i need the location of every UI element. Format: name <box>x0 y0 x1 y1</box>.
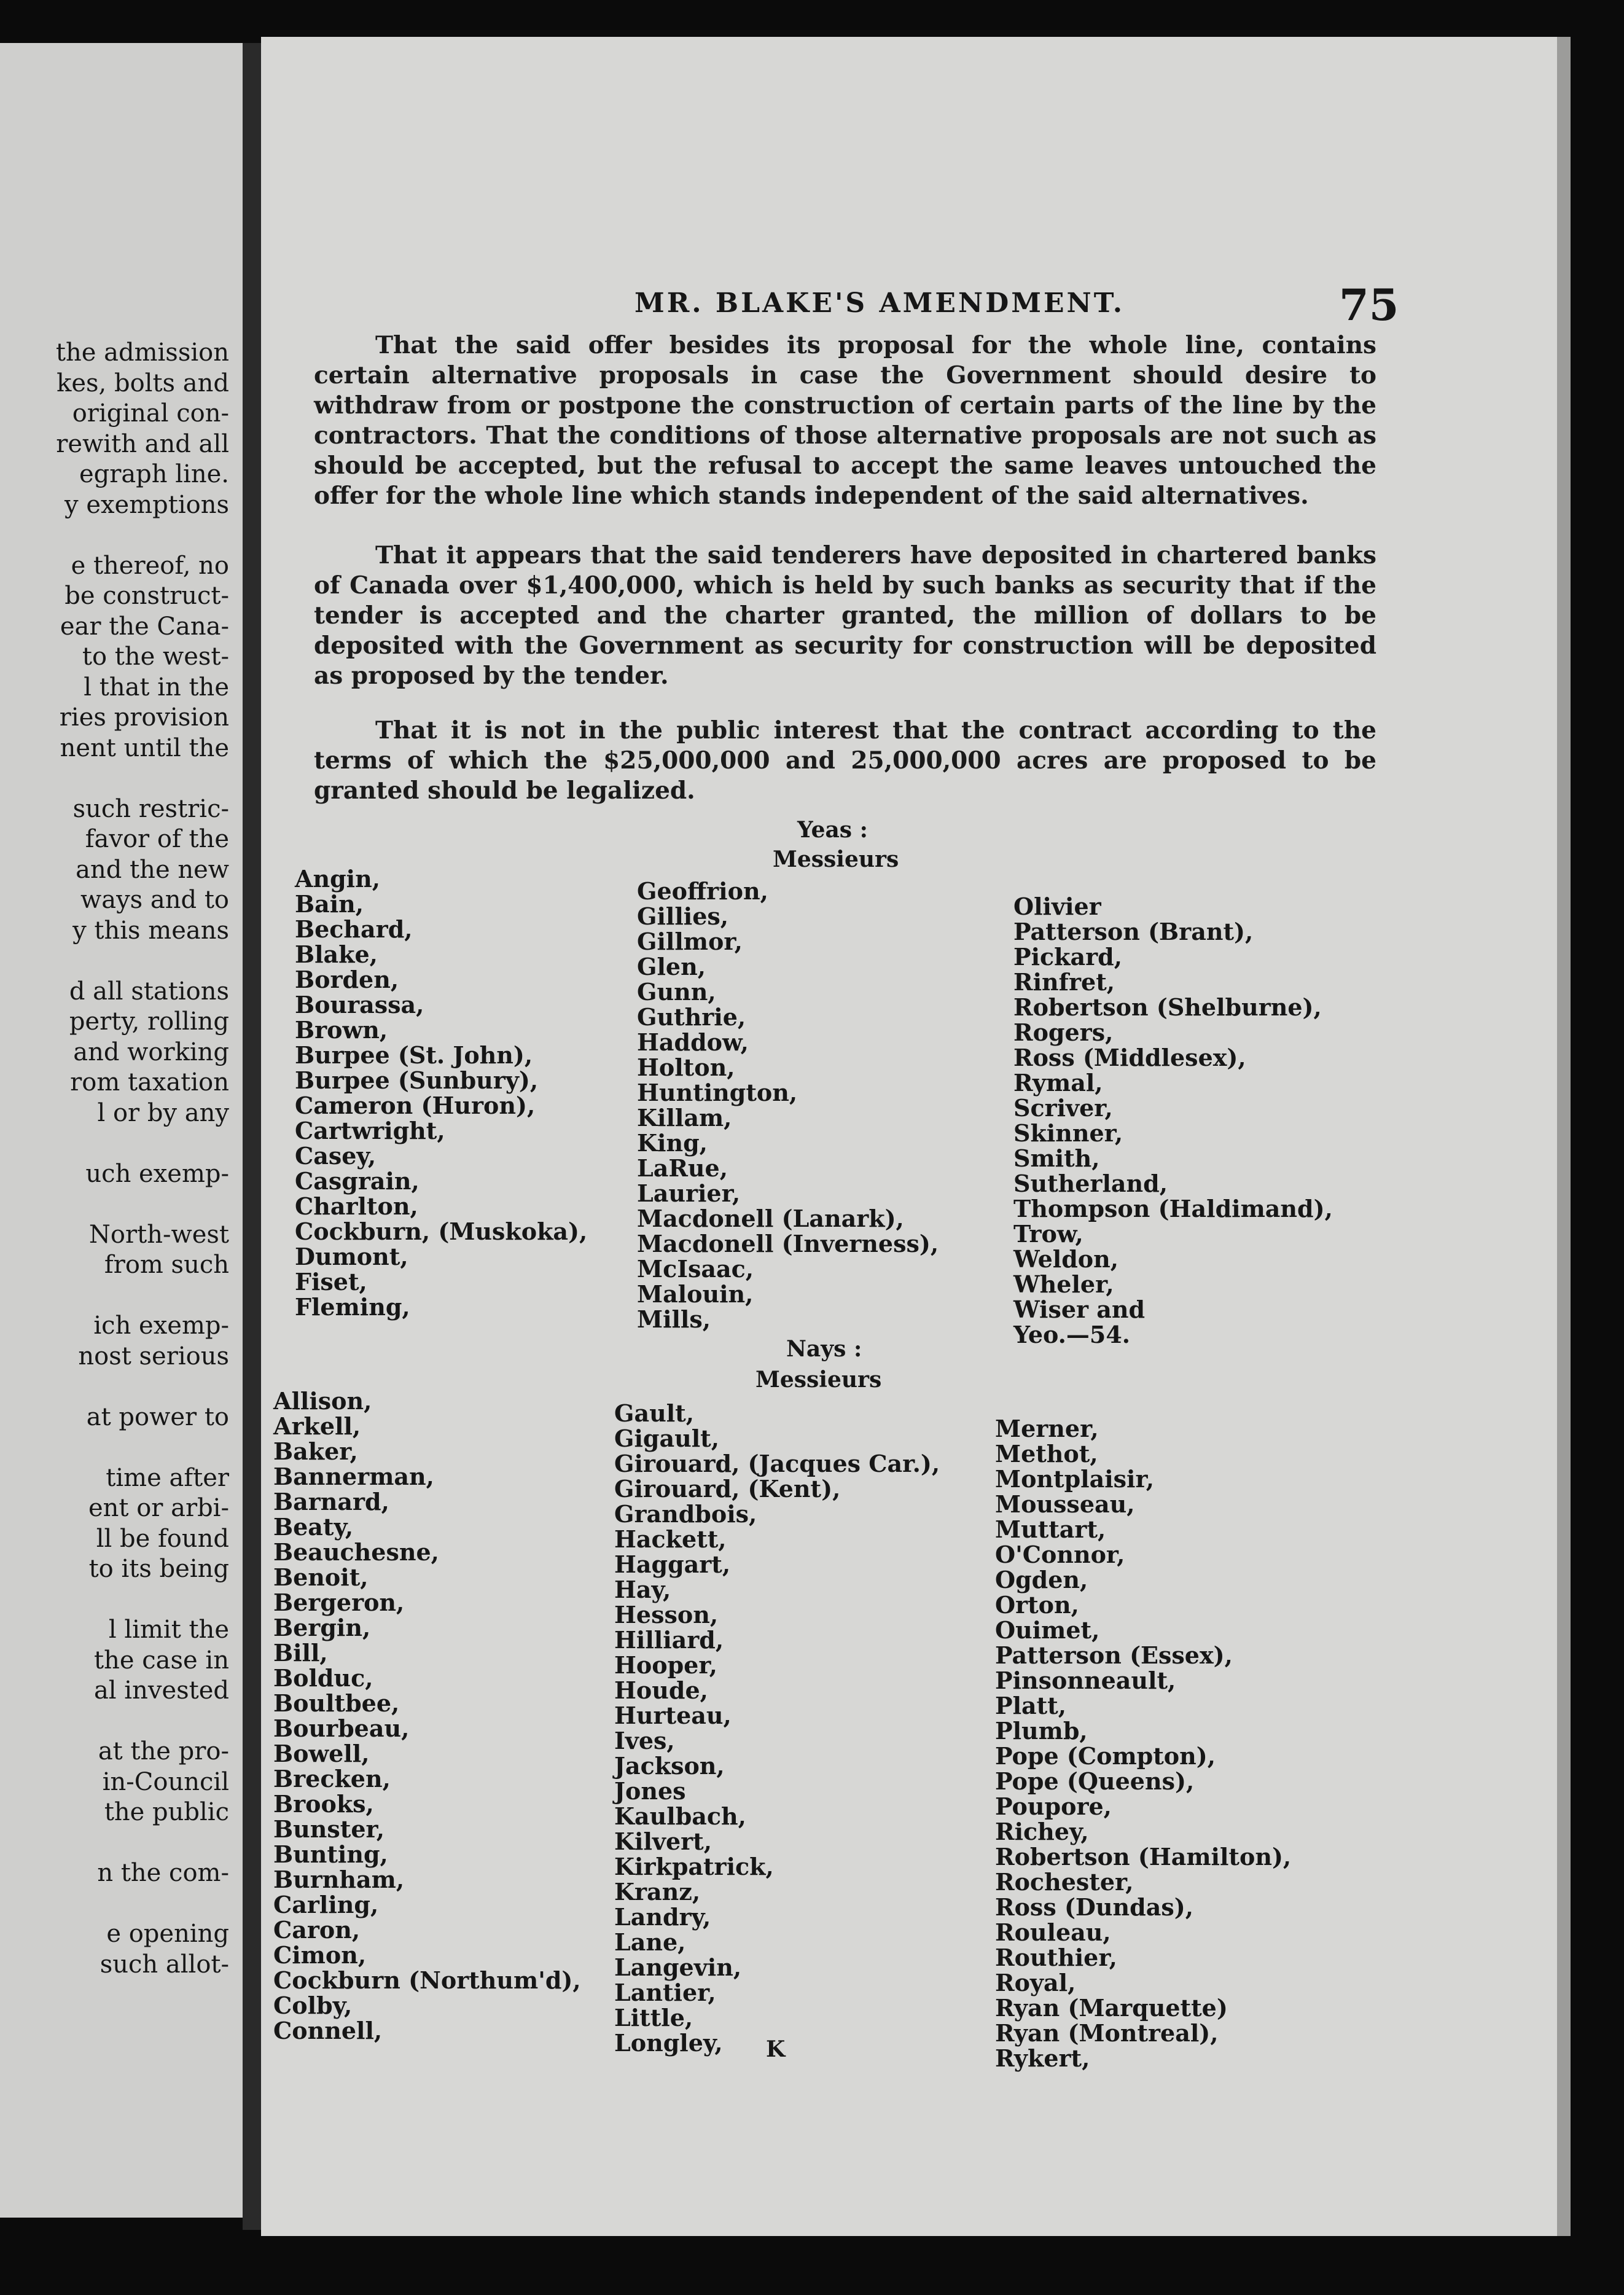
left-page-line: nost serious <box>78 1342 229 1370</box>
left-page-line: rewith and all <box>56 429 229 458</box>
page-number: 75 <box>1339 280 1399 330</box>
member-name: Bergeron, <box>273 1589 405 1616</box>
left-page-line: time after <box>106 1463 229 1492</box>
member-name: Hackett, <box>614 1525 727 1553</box>
yeas-column-1 <box>295 866 587 1320</box>
member-name: Robertson (Hamilton), <box>995 1843 1292 1871</box>
paragraph-alternatives: That the said offer besides its proposal for the whole line, contains certain alternative proposals in case the Government should desire to withdraw from or postpone the construction of certain parts of the line by the contractors. That the conditions of those alternative proposals are not such as should be accepted, but the refusal to accept the same leaves untouched the offer for the whole line which stands independent of the said alternatives. <box>314 331 1376 510</box>
member-name: Grandbois, <box>614 1500 757 1528</box>
member-name: Boultbee, <box>273 1689 400 1717</box>
left-page-line: ear the Cana- <box>60 612 229 641</box>
member-name: Colby, <box>273 1992 353 2019</box>
member-name: Kirkpatrick, <box>614 1853 774 1880</box>
member-name: Cockburn (Northum'd), <box>273 1966 581 1994</box>
member-name: Haddow, <box>637 1028 749 1056</box>
member-name: Kranz, <box>614 1878 701 1906</box>
member-name: Connell, <box>273 2017 383 2044</box>
member-name: Cimon, <box>273 1941 367 1969</box>
member-name: Trow, <box>1013 1220 1083 1248</box>
member-name: Pope (Queens), <box>995 1767 1195 1795</box>
member-name: Dumont, <box>295 1243 408 1270</box>
left-page-line: be construct- <box>64 582 229 610</box>
left-page-line: such allot- <box>100 1950 229 1979</box>
member-name: Kilvert, <box>614 1828 712 1855</box>
member-name: Richey, <box>995 1818 1089 1845</box>
left-page-line: egraph line. <box>79 460 229 488</box>
member-name: Macdonell (Inverness), <box>637 1230 939 1257</box>
member-name: Caron, <box>273 1916 361 1944</box>
member-name: Beaty, <box>273 1513 354 1541</box>
member-name: Bowell, <box>273 1740 370 1767</box>
member-name: Casey, <box>295 1142 377 1170</box>
member-name: Casgrain, <box>295 1167 420 1195</box>
member-name: Plumb, <box>995 1717 1088 1745</box>
left-page-line: ent or arbi- <box>88 1494 229 1522</box>
member-name: Gault, <box>614 1399 694 1427</box>
member-name: Ross (Dundas), <box>995 1893 1193 1921</box>
left-facing-page <box>0 43 246 2218</box>
member-name: Robertson (Shelburne), <box>1013 993 1322 1021</box>
member-name: Burnham, <box>273 1866 405 1893</box>
member-name: Bain, <box>295 890 364 918</box>
member-name: Smith, <box>1013 1144 1100 1172</box>
member-name: Mills, <box>637 1305 711 1333</box>
member-name: Thompson (Haldimand), <box>1013 1195 1333 1222</box>
left-page-line: favor of the <box>85 825 229 853</box>
member-name: Hilliard, <box>614 1626 724 1654</box>
member-name: Brooks, <box>273 1790 374 1818</box>
member-name: Kaulbach, <box>614 1802 746 1830</box>
member-name: Wiser and <box>1013 1296 1146 1323</box>
member-name: Haggart, <box>614 1550 731 1578</box>
member-name: Rouleau, <box>995 1918 1111 1946</box>
left-page-line: North-west <box>88 1220 229 1249</box>
member-name: Ogden, <box>995 1566 1088 1593</box>
member-name: Burpee (Sunbury), <box>295 1066 539 1094</box>
left-page-line: such restric- <box>72 794 229 823</box>
member-name: Ross (Middlesex), <box>1013 1044 1246 1071</box>
member-name: Cameron (Huron), <box>295 1092 536 1119</box>
left-page-line: perty, rolling <box>69 1007 229 1036</box>
member-name: Yeo.—54. <box>1013 1321 1131 1348</box>
member-name: Poupore, <box>995 1793 1112 1820</box>
member-name: Montplaisir, <box>995 1465 1154 1493</box>
member-name: Hay, <box>614 1576 671 1603</box>
member-name: Huntington, <box>637 1079 798 1106</box>
member-name: Brecken, <box>273 1765 391 1793</box>
left-page-line: uch exemp- <box>85 1159 229 1188</box>
member-name: Gillies, <box>637 902 728 930</box>
member-name: Arkell, <box>273 1412 361 1440</box>
left-page-line: n the com- <box>97 1859 229 1887</box>
member-name: Merner, <box>995 1415 1099 1442</box>
left-page-line: ries provision <box>59 703 229 732</box>
member-name: Burpee (St. John), <box>295 1041 533 1069</box>
member-name: Bechard, <box>295 915 413 943</box>
member-name: Geoffrion, <box>637 877 768 905</box>
member-name: McIsaac, <box>637 1255 754 1283</box>
member-name: Olivier <box>1013 893 1101 920</box>
member-name: Hurteau, <box>614 1702 732 1729</box>
left-page-line: original con- <box>72 399 229 428</box>
member-name: Bunting, <box>273 1840 388 1868</box>
member-name: Patterson (Brant), <box>1013 918 1254 945</box>
member-name: Patterson (Essex), <box>995 1641 1233 1669</box>
member-name: LaRue, <box>637 1154 728 1182</box>
member-name: Rymal, <box>1013 1069 1103 1097</box>
member-name: Holton, <box>637 1054 735 1081</box>
member-name: Macdonell (Lanark), <box>637 1205 904 1232</box>
nays-column-2 <box>614 1401 940 2055</box>
member-name: Bourassa, <box>295 991 424 1018</box>
member-name: Beauchesne, <box>273 1538 439 1566</box>
member-name: Landry, <box>614 1903 711 1931</box>
member-name: Rochester, <box>995 1868 1134 1896</box>
left-page-line: l limit the <box>108 1616 229 1644</box>
member-name: Gillmor, <box>637 928 743 955</box>
member-name: Baker, <box>273 1437 358 1465</box>
signature-mark: K <box>766 2036 786 2062</box>
member-name: Bunster, <box>273 1815 385 1843</box>
page-edge <box>1557 37 1571 2236</box>
member-name: Lane, <box>614 1928 686 1956</box>
member-name: King, <box>637 1129 708 1157</box>
member-name: Langevin, <box>614 1953 742 1981</box>
nays-column-3 <box>995 1416 1291 2071</box>
member-name: Wheler, <box>1013 1270 1114 1298</box>
member-name: Houde, <box>614 1676 708 1704</box>
member-name: Platt, <box>995 1692 1066 1719</box>
left-page-line: rom taxation <box>70 1068 229 1097</box>
member-name: Gunn, <box>637 978 716 1006</box>
member-name: Killam, <box>637 1104 732 1132</box>
member-name: Malouin, <box>637 1280 754 1308</box>
member-name: Rogers, <box>1013 1018 1114 1046</box>
left-page-line: the admission <box>55 338 229 367</box>
member-name: Little, <box>614 2004 693 2031</box>
member-name: Gigault, <box>614 1425 719 1452</box>
member-name: Blake, <box>295 940 378 968</box>
left-page-line: d all stations <box>69 977 229 1006</box>
left-page-line: and the new <box>76 855 229 884</box>
member-name: Carling, <box>273 1891 379 1918</box>
member-name: Bergin, <box>273 1614 371 1641</box>
member-name: Royal, <box>995 1969 1076 1996</box>
member-name: Ouimet, <box>995 1616 1100 1644</box>
member-name: Hesson, <box>614 1601 719 1628</box>
member-name: Pinsonneault, <box>995 1667 1176 1694</box>
member-name: Laurier, <box>637 1179 741 1207</box>
member-name: Brown, <box>295 1016 388 1044</box>
left-page-line: l that in the <box>84 673 229 702</box>
left-page-line: ich exemp- <box>93 1312 229 1340</box>
member-name: Girouard, (Jacques Car.), <box>614 1450 940 1477</box>
member-name: Angin, <box>295 865 380 893</box>
member-name: Guthrie, <box>637 1003 746 1031</box>
nays-column-1 <box>273 1388 581 2043</box>
member-name: Cockburn, (Muskoka), <box>295 1218 588 1245</box>
member-name: Fiset, <box>295 1268 367 1296</box>
member-name: Girouard, (Kent), <box>614 1475 841 1503</box>
paragraph-public-interest: That it is not in the public interest that the contract according to the terms of which the $25,000,000 and 25,000,000 acres are proposed to be granted should be legalized. <box>314 716 1376 805</box>
left-page-line: the case in <box>94 1646 229 1675</box>
member-name: Bolduc, <box>273 1664 373 1692</box>
left-page-line: nent until the <box>60 733 229 762</box>
left-page-line: l or by any <box>97 1098 229 1127</box>
paragraph-deposit: That it appears that the said tenderers have deposited in chartered banks of Canada over $1,400,000, which is held by such banks as security that if the tender is accepted and the charter granted, the million of dollars to be deposited with the Government as security for construction will be deposited as proposed by the tender. <box>314 541 1376 690</box>
member-name: Glen, <box>637 953 706 980</box>
left-page-line: from such <box>104 1251 229 1279</box>
member-name: Barnard, <box>273 1488 389 1515</box>
left-page-line: e opening <box>106 1920 229 1948</box>
member-name: Sutherland, <box>1013 1170 1168 1197</box>
left-page-line: at the pro- <box>98 1737 229 1765</box>
member-name: Pope (Compton), <box>995 1742 1216 1770</box>
left-page-line: ways and to <box>80 886 229 914</box>
member-name: Jones <box>614 1777 686 1805</box>
member-name: Borden, <box>295 966 399 993</box>
member-name: Lantier, <box>614 1979 716 2006</box>
member-name: Methot, <box>995 1440 1098 1468</box>
member-name: Orton, <box>995 1591 1079 1619</box>
member-name: Bourbeau, <box>273 1714 410 1742</box>
yeas-column-2 <box>637 878 939 1332</box>
left-page-line: and working <box>73 1038 229 1066</box>
member-name: Benoit, <box>273 1563 369 1591</box>
right-page <box>261 37 1557 2236</box>
member-name: Cartwright, <box>295 1117 445 1144</box>
left-page-line: y this means <box>72 916 229 945</box>
member-name: Charlton, <box>295 1192 418 1220</box>
member-name: Scriver, <box>1013 1094 1113 1122</box>
member-name: Ives, <box>614 1727 675 1754</box>
left-page-line: ll be found <box>96 1524 229 1553</box>
member-name: Routhier, <box>995 1944 1117 1971</box>
yeas-heading: Yeas : <box>797 817 868 843</box>
member-name: Mousseau, <box>995 1490 1135 1518</box>
left-page-line: al invested <box>93 1676 229 1705</box>
nays-messieurs: Messieurs <box>755 1367 882 1393</box>
member-name: Allison, <box>273 1387 372 1415</box>
member-name: Pickard, <box>1013 943 1122 971</box>
member-name: Longley, <box>614 2029 723 2057</box>
member-name: Ryan (Marquette) <box>995 1994 1228 2022</box>
member-name: Weldon, <box>1013 1245 1118 1273</box>
yeas-column-3 <box>1013 894 1333 1347</box>
left-page-line: to its being <box>88 1555 229 1583</box>
member-name: Bill, <box>273 1639 328 1667</box>
member-name: Rykert, <box>995 2044 1090 2072</box>
member-name: Bannerman, <box>273 1463 434 1490</box>
running-head: MR. BLAKE'S AMENDMENT. <box>634 287 1125 319</box>
left-page-line: the public <box>104 1798 229 1826</box>
left-page-line: y exemptions <box>64 490 229 519</box>
member-name: Ryan (Montreal), <box>995 2019 1219 2047</box>
member-name: Skinner, <box>1013 1119 1123 1147</box>
yeas-messieurs: Messieurs <box>773 846 899 872</box>
nays-heading: Nays : <box>786 1336 862 1362</box>
member-name: O'Connor, <box>995 1541 1125 1568</box>
left-page-line: e thereof, no <box>71 551 229 580</box>
left-page-line: at power to <box>86 1402 229 1431</box>
member-name: Hooper, <box>614 1651 717 1679</box>
left-page-line: kes, bolts and <box>57 369 229 397</box>
member-name: Rinfret, <box>1013 968 1115 996</box>
member-name: Muttart, <box>995 1515 1106 1543</box>
member-name: Fleming, <box>295 1293 410 1321</box>
member-name: Jackson, <box>614 1752 725 1780</box>
left-page-line: to the west- <box>82 643 229 671</box>
left-page-line: in-Council <box>102 1767 229 1796</box>
